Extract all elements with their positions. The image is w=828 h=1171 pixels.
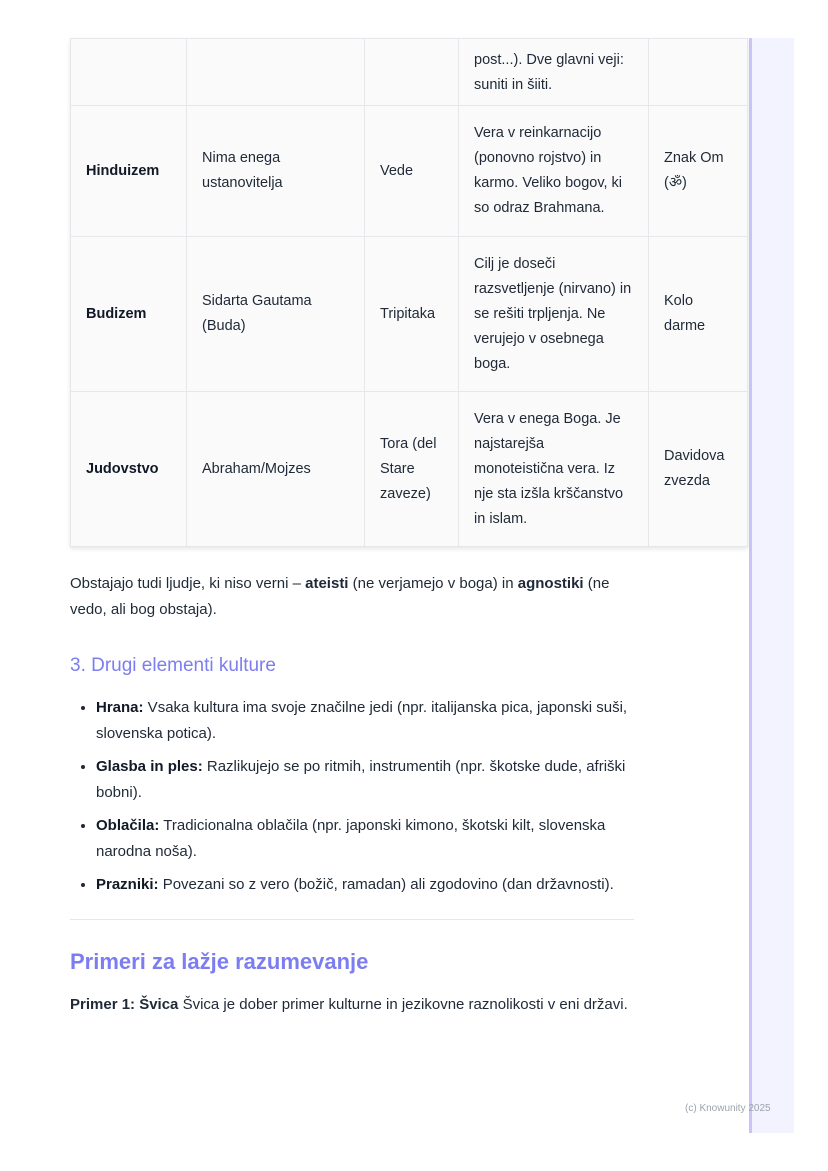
symbol-cell: Kolo darme xyxy=(649,237,748,392)
religions-table xyxy=(70,38,748,547)
item-label: Oblačila: xyxy=(96,817,160,834)
bold-term: ateisti xyxy=(305,575,349,592)
belief-cell: Cilj je doseči razsvetljenje (nirvano) in se rešiti trpljenja. Ne verujejo v osebnega boga. xyxy=(459,237,649,392)
text: Obstajajo tudi ljudje, ki niso verni – xyxy=(70,575,306,592)
item-text: Povezani so z vero (božič, ramadan) ali zgodovino (dan državnosti). xyxy=(158,876,614,893)
symbol-cell: Davidova zvezda xyxy=(649,392,748,547)
list-item xyxy=(96,813,644,865)
list-item xyxy=(96,872,644,898)
holy-book-cell: Vede xyxy=(365,106,459,237)
belief-cell: Vera v enega Boga. Je najstarejša monoteistična vera. Iz nje sta izšla krščanstvo in islam. xyxy=(459,392,649,547)
founder-cell: Nima enega ustanovitelja xyxy=(187,106,365,237)
bold-term: agnostiki xyxy=(517,575,584,592)
table-row xyxy=(71,39,748,106)
table-row xyxy=(71,106,748,237)
belief-cell: Vera v reinkarnacijo (ponovno rojstvo) in karmo. Veliko bogov, ki so odraz Brahmana. xyxy=(459,106,649,237)
item-label: Glasba in ples: xyxy=(96,758,203,775)
page-content xyxy=(70,38,750,1018)
divider xyxy=(70,919,634,920)
table-cell xyxy=(71,39,187,106)
item-text: Tradicionalna oblačila (npr. japonski kimono, škotski kilt, slovenska narodna noša). xyxy=(96,817,606,860)
text: (ne vedo, ali bog obstaja). xyxy=(70,575,610,618)
section-heading: 3. Drugi elementi kulture xyxy=(70,655,276,676)
list-item xyxy=(96,695,644,747)
culture-elements-list xyxy=(70,695,644,898)
table-row xyxy=(71,237,748,392)
example-text: Švica je dober primer kulturne in jezikovne raznolikosti v eni državi. xyxy=(178,996,628,1013)
item-text: Razlikujejo se po ritmih, instrumentih (npr. škotske dude, afriški bobni). xyxy=(96,758,626,801)
table-row xyxy=(71,392,748,547)
holy-book-cell: Tora (del Stare zaveze) xyxy=(365,392,459,547)
examples-heading: Primeri za lažje razumevanje xyxy=(70,949,369,974)
list-item xyxy=(96,754,644,806)
copyright-footer: (c) Knowunity 2025 xyxy=(685,1103,771,1114)
example-label: Primer 1: Švica xyxy=(70,996,179,1013)
item-text: Vsaka kultura ima svoje značilne jedi (npr. italijanska pica, japonski suši, slovenska potica). xyxy=(96,699,628,742)
founder-cell: Abraham/Mojzes xyxy=(187,392,365,547)
table-cell xyxy=(187,39,365,106)
table-cell xyxy=(365,39,459,106)
side-panel xyxy=(749,38,794,1133)
belief-cell: post...). Dve glavni veji: suniti in šiiti. xyxy=(474,51,624,93)
religion-name: Budizem xyxy=(71,237,187,392)
religion-name: Judovstvo xyxy=(71,392,187,547)
symbol-cell: Znak Om (ॐ) xyxy=(649,106,748,237)
atheists-paragraph xyxy=(70,571,638,623)
text: (ne verjamejo v boga) in xyxy=(348,575,518,592)
table-cell xyxy=(459,39,649,106)
item-label: Hrana: xyxy=(96,699,144,716)
religion-name: Hinduizem xyxy=(71,106,187,237)
example-paragraph xyxy=(70,992,634,1018)
item-label: Prazniki: xyxy=(96,876,159,893)
founder-cell: Sidarta Gautama (Buda) xyxy=(187,237,365,392)
table-cell xyxy=(649,39,748,106)
holy-book-cell: Tripitaka xyxy=(365,237,459,392)
